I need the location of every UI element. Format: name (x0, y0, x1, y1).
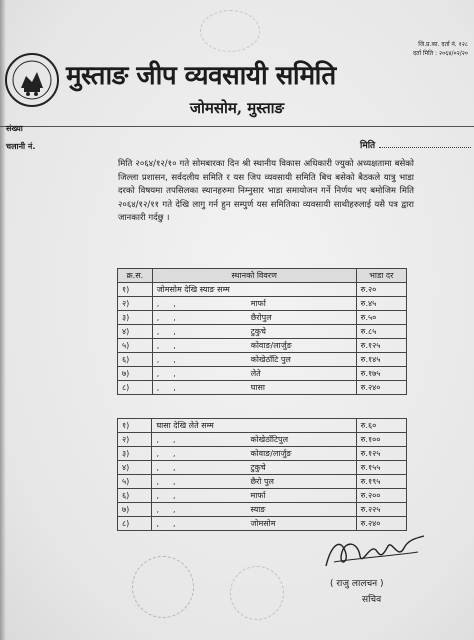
ditto-marks: ,, (156, 355, 190, 364)
ditto-marks: ,, (156, 477, 190, 486)
fare-cell: रु.१२५ (356, 447, 406, 461)
place-cell (152, 503, 356, 517)
fare-cell: रु.१९५ (356, 475, 406, 489)
table-row (118, 297, 407, 311)
serial-cell: ८) (118, 381, 153, 395)
fare-cell: रु.१२५ (356, 339, 406, 353)
place-name: जोमसोम देखि स्याङ सम्म (156, 285, 230, 294)
place-cell (152, 447, 356, 461)
place-cell (152, 297, 356, 311)
table-row (118, 339, 407, 353)
fare-cell: रु.६० (356, 419, 406, 433)
ditto-marks: ,, (156, 383, 190, 392)
fare-table-ghasa (117, 418, 407, 531)
fare-cell: रु.१७५ (356, 367, 406, 381)
header-divider (0, 126, 474, 127)
place-cell (152, 461, 356, 475)
fare-cell: रु.४५ (356, 297, 406, 311)
table-row (118, 433, 407, 447)
place-cell (152, 381, 356, 395)
ditto-marks: ,, (156, 369, 190, 378)
serial-cell: ८) (118, 517, 152, 531)
organization-address: जोमसोम, मुस्ताङ (189, 99, 285, 117)
place-name: मार्फा (250, 299, 266, 308)
table-row (118, 489, 407, 503)
place-name: कोखेठाँटि पुल (250, 355, 291, 364)
date-blank-line (379, 147, 471, 148)
serial-cell: १) (118, 419, 152, 433)
place-name: छैरोपुल (250, 313, 272, 322)
serial-cell: ७) (118, 503, 152, 517)
fare-cell: रु.८५ (356, 325, 406, 339)
place-name: कोवाङ/लार्जुङ (250, 341, 292, 350)
ditto-marks: ,, (156, 505, 190, 514)
table-row (118, 325, 407, 339)
table-row (118, 447, 407, 461)
serial-cell: ४) (118, 461, 152, 475)
fare-cell: रु.२४० (356, 381, 406, 395)
serial-cell: ६) (118, 489, 152, 503)
table-row (118, 475, 407, 489)
table-row (118, 367, 407, 381)
date-field (360, 138, 471, 151)
table-row (118, 381, 407, 395)
faint-stamp-left (132, 556, 194, 618)
fare-cell: रु.५० (356, 311, 406, 325)
table-row (118, 461, 407, 475)
handwritten-signature (320, 532, 430, 572)
place-cell (152, 475, 356, 489)
letter-body-paragraph: मिति २०६४/१२/१० गते सोमबारका दिन श्री स्थानीय विकास अधिकारी ज्युको अध्यक्षतामा बसेको जिल्ला प्रशासन, सर्वदलीय समिति र यस जिप व्यवसायी समिति बिच बसेको बैठकले यात्रु भाडा दरको विषयमा तपसिलका स्थानहरुमा निम्नुसार भाडा समायोजन गर्ने निर्णय भए बमोजिम मिति २०६४/१२/११ गते देखि लागु गर्न हुन सम्पुर्ण यस समितिका व्यवसायी साथीहरुलाई यसै पत्र द्वारा जानकारी गर्दछु । (118, 159, 414, 223)
fare-table-jomsom (117, 268, 407, 395)
fare-cell: रु.१०० (356, 433, 406, 447)
ditto-marks: ,, (156, 449, 190, 458)
fare-cell: रु.२४० (356, 517, 406, 531)
place-cell (152, 311, 356, 325)
registration-date: दर्ता मिति : २०६४/०२/२० (412, 50, 468, 57)
place-name: टुकुचे (250, 327, 266, 336)
place-name: कोखेठाँटिपुल (250, 435, 289, 444)
place-name: जोमसोम (250, 519, 276, 528)
sankhya-label: संख्या (6, 124, 23, 133)
serial-cell: २) (118, 433, 152, 447)
fare-cell: रु.१४५ (356, 353, 406, 367)
place-cell (152, 367, 356, 381)
table-row (118, 311, 407, 325)
header-serial: क्र.स. (118, 269, 153, 283)
serial-cell: ४) (118, 325, 153, 339)
place-name: लेते (250, 369, 261, 378)
place-cell (152, 339, 356, 353)
place-cell (152, 433, 356, 447)
table-row (118, 517, 407, 531)
table-row (118, 353, 407, 367)
place-cell (152, 517, 356, 531)
fare-cell: रु.२०० (356, 489, 406, 503)
serial-cell: २) (118, 297, 153, 311)
place-name: घासा (250, 383, 265, 392)
letter-number-labels (6, 120, 35, 156)
fare-cell: रु.१५५ (356, 461, 406, 475)
serial-cell: ७) (118, 367, 153, 381)
place-name: टुकुचे (250, 463, 266, 472)
ditto-marks: ,, (156, 463, 190, 472)
place-cell (152, 283, 356, 297)
ditto-marks: ,, (156, 327, 190, 336)
serial-cell: १) (118, 283, 153, 297)
signatory-name: ( राजु लालचन ) (330, 579, 384, 589)
place-name: मार्फा (250, 491, 266, 500)
place-name: छैरो पुल (250, 477, 274, 486)
registration-number: जि.प्र.का. दर्ता नं. १२८ (418, 41, 468, 48)
ditto-marks: ,, (156, 341, 190, 350)
serial-cell: ३) (118, 311, 153, 325)
place-name: स्याङ (250, 505, 266, 514)
serial-cell: ३) (118, 447, 152, 461)
serial-cell: ५) (118, 339, 153, 353)
place-cell (152, 353, 356, 367)
organization-title: मुस्ताङ जीप व्यवसायी समिति (66, 61, 336, 91)
place-cell (152, 419, 356, 433)
header-place: स्थानको विवरण (152, 269, 356, 283)
ditto-marks: ,, (156, 313, 190, 322)
date-label: मिति (360, 141, 376, 151)
place-name: कोवाङ/लार्जुङ (250, 449, 292, 458)
fare-cell: रु.२२५ (356, 503, 406, 517)
ditto-marks: ,, (156, 299, 190, 308)
table-row (118, 283, 407, 297)
ditto-marks: ,, (156, 435, 190, 444)
fare-cell: रु.२० (356, 283, 406, 297)
faint-stamp-middle (230, 566, 284, 620)
ditto-marks: ,, (156, 519, 190, 528)
place-name: घासा देखि लेते सम्म (156, 421, 214, 430)
faint-stamp-top (200, 10, 260, 52)
table-row (118, 419, 407, 433)
place-cell (152, 325, 356, 339)
signatory-role: सचिव (362, 595, 382, 605)
table-header-row (118, 269, 407, 283)
chalani-label: चलानी नं. (6, 142, 36, 151)
ditto-marks: ,, (156, 491, 190, 500)
serial-cell: ५) (118, 475, 152, 489)
serial-cell: ६) (118, 353, 153, 367)
table-row (118, 503, 407, 517)
place-cell (152, 489, 356, 503)
header-fare: भाडा दर (356, 269, 406, 283)
